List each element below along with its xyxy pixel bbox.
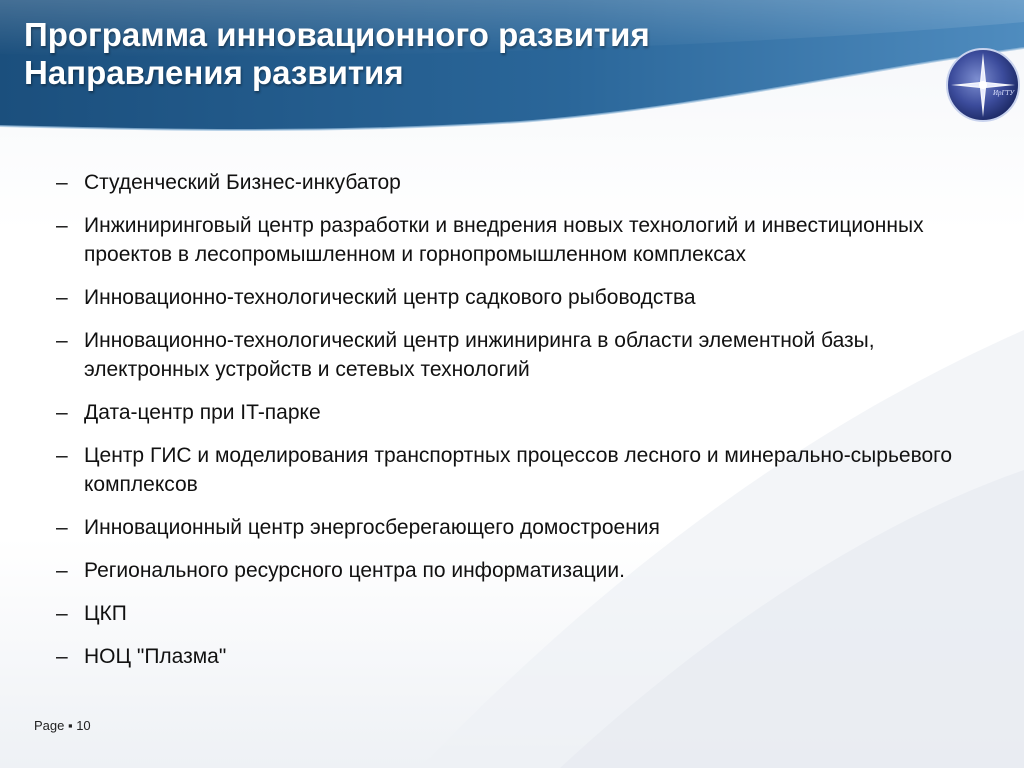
dash-marker: – bbox=[56, 286, 68, 309]
list-item-text: Студенческий Бизнес-инкубатор bbox=[84, 171, 401, 194]
list-item bbox=[56, 441, 986, 499]
list-item bbox=[56, 513, 986, 542]
list-item bbox=[56, 642, 986, 671]
list-item bbox=[56, 326, 986, 384]
page-number: Page ▪ 10 bbox=[34, 718, 91, 733]
list-item-text: НОЦ "Плазма" bbox=[84, 645, 227, 668]
list-item bbox=[56, 211, 986, 269]
star-globe-icon bbox=[945, 47, 1021, 123]
dash-marker: – bbox=[56, 214, 68, 237]
list-item-text: ЦКП bbox=[84, 602, 127, 625]
list-item-text: Регионального ресурсного центра по информатизации. bbox=[84, 559, 625, 582]
dash-marker: – bbox=[56, 516, 68, 539]
dash-marker: – bbox=[56, 401, 68, 424]
dash-marker: – bbox=[56, 171, 68, 194]
bullet-list bbox=[56, 168, 986, 671]
dash-marker: – bbox=[56, 559, 68, 582]
list-item-text: Дата-центр при IT-парке bbox=[84, 401, 321, 424]
list-item bbox=[56, 168, 986, 197]
svg-text:ИрГТУ: ИрГТУ bbox=[993, 89, 1015, 97]
list-item bbox=[56, 398, 986, 427]
dash-marker: – bbox=[56, 602, 68, 625]
dash-marker: – bbox=[56, 329, 68, 352]
list-item-text: Инновационный центр энергосберегающего домостроения bbox=[84, 516, 660, 539]
title-line-2: Направления развития bbox=[24, 54, 404, 91]
list-item-text: Инновационно-технологический центр инжиниринга в области элементной базы, электронных устройств и сетевых технологий bbox=[84, 329, 875, 381]
header-band bbox=[0, 0, 1024, 140]
list-item bbox=[56, 599, 986, 628]
list-item bbox=[56, 283, 986, 312]
dash-marker: – bbox=[56, 444, 68, 467]
page-title bbox=[24, 16, 650, 92]
title-line-1: Программа инновационного развития bbox=[24, 16, 650, 53]
list-item-text: Центр ГИС и моделирования транспортных процессов лесного и минерально-сырьевого комплексов bbox=[84, 444, 953, 496]
list-item-text: Инновационно-технологический центр садкового рыбоводства bbox=[84, 286, 696, 309]
dash-marker: – bbox=[56, 645, 68, 668]
list-item bbox=[56, 556, 986, 585]
content-area bbox=[56, 168, 986, 685]
list-item-text: Инжиниринговый центр разработки и внедрения новых технологий и инвестиционных проектов в лесопромышленном и горнопромышленном комплексах bbox=[84, 214, 924, 266]
